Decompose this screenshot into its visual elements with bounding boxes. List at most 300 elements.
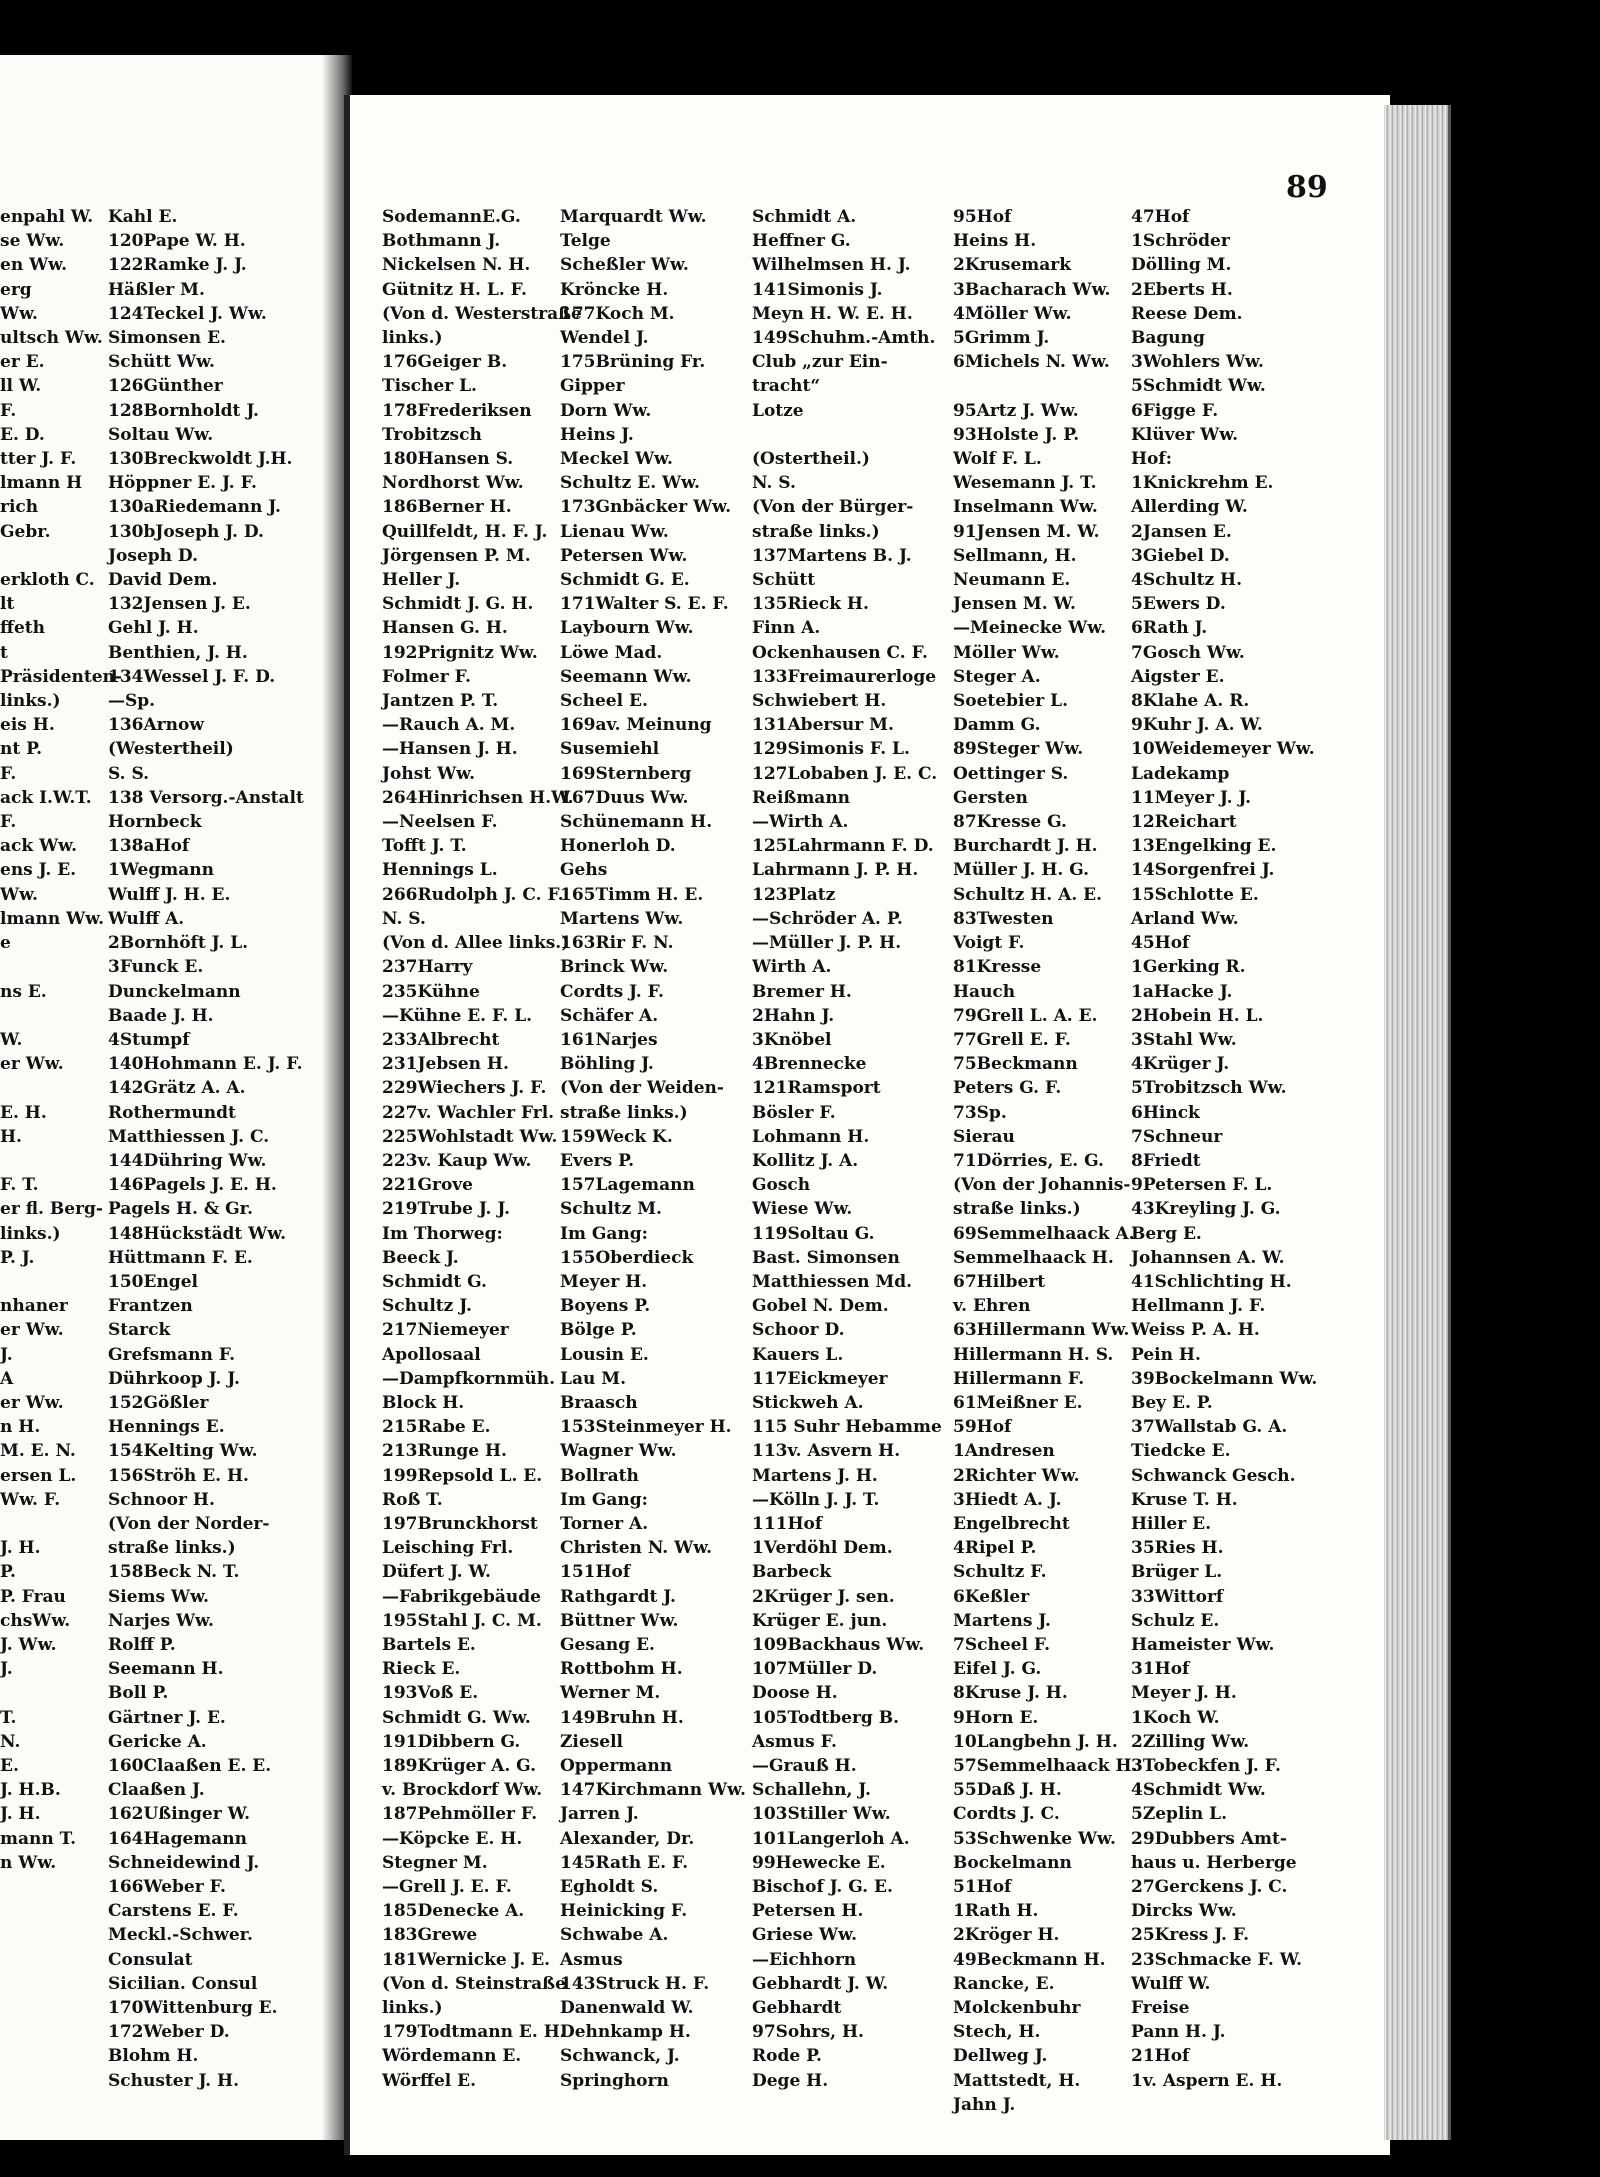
directory-entry: 45Hof: [1131, 933, 1190, 954]
directory-entry: 4Schmidt Ww.: [1131, 1780, 1266, 1801]
directory-entry: [0, 1681, 100, 1705]
directory-entry: Werner M.: [560, 1683, 661, 1704]
directory-entry: 5Grimm J.: [953, 328, 1050, 349]
directory-entry: Gobel N. Dem.: [752, 1296, 889, 1317]
directory-entry: 163Rir F. N.: [560, 933, 674, 954]
directory-entry: 71Dörries, E. G.: [953, 1150, 1104, 1171]
directory-entry: 4Schultz H.: [1131, 570, 1243, 591]
directory-entry: 2Zilling Ww.: [1131, 1731, 1250, 1752]
directory-entry: 151Hof: [560, 1562, 631, 1583]
directory-entry: ll W.: [0, 376, 42, 397]
directory-entry: 142Grätz A. A.: [108, 1078, 246, 1099]
directory-entry: Rottbohm H.: [560, 1659, 683, 1680]
directory-entry: —Hansen J. H.: [382, 739, 518, 760]
directory-entry: Bremer H.: [752, 981, 852, 1002]
directory-entry: 140Hohmann E. J. F.: [108, 1054, 303, 1075]
directory-entry: Bölge P.: [560, 1320, 637, 1341]
directory-entry: 158Beck N. T.: [108, 1562, 240, 1583]
directory-entry: Hauch: [953, 981, 1016, 1002]
directory-entry: 136Arnow: [108, 715, 204, 736]
directory-entry: lt: [0, 594, 15, 615]
directory-entry: links.): [0, 1223, 61, 1244]
directory-entry: 51Hof: [953, 1877, 1012, 1898]
directory-entry: Lotze: [752, 400, 804, 421]
directory-entry: Lahrmann J. P. H.: [752, 860, 919, 881]
directory-entry: Starck: [108, 1320, 171, 1341]
directory-entry: (Von d. Steinstraße: [382, 1973, 566, 1994]
directory-entry: Im Thorweg:: [382, 1223, 503, 1244]
directory-entry: Scheel E.: [560, 691, 648, 712]
directory-entry: Gehl J. H.: [108, 618, 199, 639]
directory-entry: Rolff P.: [108, 1634, 176, 1655]
directory-entry: Asmus: [560, 1949, 623, 1970]
directory-entry: 11Meyer J. J.: [1131, 787, 1252, 808]
directory-entry: 95Hof: [953, 207, 1012, 227]
directory-entry: Hof:: [1131, 449, 1172, 470]
directory-entry: 9Petersen F. L.: [1131, 1175, 1273, 1196]
directory-entry: 73Sp.: [953, 1102, 1007, 1123]
directory-entry: J.: [0, 1344, 13, 1365]
directory-entry: 101Langerloh A.: [752, 1828, 910, 1849]
directory-entry: [0, 1076, 100, 1100]
directory-entry: 177Koch M.: [560, 303, 675, 324]
directory-entry: 170Wittenburg E.: [108, 1998, 278, 2019]
directory-entry: F.: [0, 812, 17, 833]
directory-entry: ack I.W.T.: [0, 787, 92, 808]
directory-entry: Pein H.: [1131, 1344, 1201, 1365]
directory-entry: Beeck J.: [382, 1247, 459, 1268]
directory-entry: 153Steinmeyer H.: [560, 1417, 732, 1438]
directory-entry: 161Narjes: [560, 1029, 658, 1050]
directory-entry: 5Ewers D.: [1131, 594, 1226, 615]
directory-entry: 131Abersur M.: [752, 715, 894, 736]
directory-entry: Meckel Ww.: [560, 449, 673, 470]
directory-entry: Ziesell: [560, 1731, 623, 1752]
directory-entry: 6Hinck: [1131, 1102, 1200, 1123]
directory-entry: er Ww.: [0, 1054, 64, 1075]
directory-entry: [0, 1512, 100, 1536]
directory-entry: Folmer F.: [382, 666, 471, 687]
directory-entry: 8Klahe A. R.: [1131, 691, 1250, 712]
directory-entry: Sierau: [953, 1126, 1015, 1147]
directory-entry: 167Duus Ww.: [560, 787, 689, 808]
directory-entry: Springhorn: [560, 2070, 669, 2091]
directory-entry: 129Simonis F. L.: [752, 739, 910, 760]
directory-entry: er Ww.: [0, 1320, 64, 1341]
directory-entry: Meyer H.: [560, 1271, 648, 1292]
directory-entry: Bast. Simonsen: [752, 1247, 900, 1268]
directory-entry: Johst Ww.: [382, 763, 476, 784]
directory-entry: ns E.: [0, 981, 47, 1002]
directory-entry: 146Pagels J. E. H.: [108, 1175, 277, 1196]
directory-entry: Hillermann F.: [953, 1368, 1085, 1389]
directory-entry: Wulff A.: [108, 908, 185, 929]
directory-entry: Honerloh D.: [560, 836, 676, 857]
directory-entry: links.): [382, 1998, 443, 2019]
directory-entry: 113v. Asvern H.: [752, 1441, 901, 1462]
directory-entry: t: [0, 642, 8, 663]
directory-entry: 169av. Meinung: [560, 715, 712, 736]
directory-entry: 199Repsold L. E.: [382, 1465, 543, 1486]
directory-entry: 97Sohrs, H.: [752, 2022, 864, 2043]
directory-entry: Jarren J.: [560, 1804, 639, 1825]
directory-entry: Gärtner J. E.: [108, 1707, 226, 1728]
directory-entry: Damm G.: [953, 715, 1041, 736]
directory-entry: Wilhelmsen H. J.: [752, 255, 911, 276]
directory-entry: Inselmann Ww.: [953, 497, 1098, 518]
directory-entry: Ockenhausen C. F.: [752, 642, 928, 663]
directory-entry: 119Soltau G.: [752, 1223, 875, 1244]
directory-entry: Bey E. P.: [1131, 1392, 1213, 1413]
directory-entry: ersen L.: [0, 1465, 77, 1486]
directory-entry: nhaner: [0, 1296, 68, 1317]
directory-entry: 171Walter S. E. F.: [560, 594, 729, 615]
directory-entry: Siems Ww.: [108, 1586, 209, 1607]
directory-entry: Bagung: [1131, 328, 1205, 349]
directory-entry: 23Schmacke F. W.: [1131, 1949, 1303, 1970]
directory-entry: N. S.: [382, 908, 426, 929]
directory-entry: Johannsen A. W.: [1131, 1247, 1285, 1268]
directory-entry: 2Eberts H.: [1131, 279, 1233, 300]
directory-entry: Petersen H.: [752, 1901, 864, 1922]
directory-entry: 7Schneur: [1131, 1126, 1223, 1147]
directory-entry: Schütt: [752, 570, 816, 591]
directory-entry: 229Wiechers J. F.: [382, 1078, 547, 1099]
directory-entry: 213Runge H.: [382, 1441, 507, 1462]
directory-entry: 89Steger Ww.: [953, 739, 1084, 760]
directory-entry: eis H.: [0, 715, 55, 736]
directory-entry: —Eichhorn: [752, 1949, 857, 1970]
directory-entry: P. Frau: [0, 1586, 66, 1607]
directory-entry: 61Meißner E.: [953, 1392, 1083, 1413]
directory-entry: Schultz H. A. E.: [953, 884, 1103, 905]
directory-entry: Brinck Ww.: [560, 957, 669, 978]
directory-entry: E. H.: [0, 1102, 47, 1123]
directory-entry: 83Twesten: [953, 908, 1054, 929]
directory-entry: 75Beckmann: [953, 1054, 1078, 1075]
directory-entry: 219Trube J. J.: [382, 1199, 511, 1220]
directory-entry: n H.: [0, 1417, 41, 1438]
directory-entry: Club „zur Ein-: [752, 352, 888, 373]
directory-entry: 165Timm H. E.: [560, 884, 704, 905]
directory-entry: Laybourn Ww.: [560, 618, 694, 639]
directory-entry: Matthiessen Md.: [752, 1271, 913, 1292]
directory-entry: Dellweg J.: [953, 2046, 1048, 2067]
directory-entry: Rothermundt: [108, 1102, 236, 1123]
directory-entry: Hillermann H. S.: [953, 1344, 1114, 1365]
directory-entry: 1Andresen: [953, 1441, 1055, 1462]
directory-entry: Lohmann H.: [752, 1126, 870, 1147]
directory-entry: 195Stahl J. C. M.: [382, 1610, 542, 1631]
directory-entry: Mattstedt, H.: [953, 2070, 1081, 2091]
directory-entry: Schmidt G. Ww.: [382, 1707, 531, 1728]
directory-entry: P.: [0, 1562, 16, 1583]
directory-entry: Meyer J. H.: [1131, 1683, 1237, 1704]
directory-entry: Präsidenten-: [0, 666, 122, 687]
directory-entry: 10Langbehn J. H.: [953, 1731, 1118, 1752]
directory-entry: 120Pape W. H.: [108, 231, 246, 252]
directory-entry: —Schröder A. P.: [752, 908, 903, 929]
directory-entry: Gebhardt: [752, 1998, 842, 2019]
directory-entry: Dunckelmann: [108, 981, 241, 1002]
directory-entry: Seemann Ww.: [560, 666, 692, 687]
directory-entry: Lau M.: [560, 1368, 626, 1389]
directory-entry: 6Rath J.: [1131, 618, 1208, 639]
directory-entry: H.: [0, 1126, 22, 1147]
directory-entry: 63Hillermann Ww.: [953, 1320, 1130, 1341]
directory-entry: Wulff J. H. E.: [108, 884, 231, 905]
directory-entry: Berg E.: [1131, 1223, 1202, 1244]
directory-entry: —Meinecke Ww.: [953, 618, 1107, 639]
directory-entry: erg: [0, 279, 32, 300]
directory-entry: Dege H.: [752, 2070, 829, 2091]
directory-entry: Doose H.: [752, 1683, 838, 1704]
directory-entry: Leisching Frl.: [382, 1538, 514, 1559]
directory-entry: 175Brüning Fr.: [560, 352, 706, 373]
directory-entry: Joseph D.: [108, 545, 198, 566]
directory-entry: E. D.: [0, 424, 45, 445]
directory-entry: 1Koch W.: [1131, 1707, 1220, 1728]
page-edges: [1384, 105, 1451, 2140]
directory-entry: —Kühne E. F. L.: [382, 1005, 533, 1026]
directory-entry: Freise: [1131, 1998, 1190, 2019]
directory-entry: 154Kelting Ww.: [108, 1441, 258, 1462]
directory-entry: Heins J.: [560, 424, 634, 445]
directory-entry: Eifel J. G.: [953, 1659, 1042, 1680]
directory-entry: Blohm H.: [108, 2046, 199, 2067]
directory-entry: 53Schwenke Ww.: [953, 1828, 1116, 1849]
directory-entry: 103Stiller Ww.: [752, 1804, 891, 1825]
directory-entry: Reese Dem.: [1131, 303, 1243, 324]
directory-entry: Engelbrecht: [953, 1513, 1070, 1534]
directory-entry: Klüver Ww.: [1131, 424, 1239, 445]
directory-entry: Wesemann J. T.: [953, 473, 1097, 494]
directory-entry: Alexander, Dr.: [560, 1828, 695, 1849]
directory-entry: N. S.: [752, 473, 796, 494]
directory-entry: 117Eickmeyer: [752, 1368, 888, 1389]
directory-entry: Heins H.: [953, 231, 1037, 252]
directory-entry: Bollrath: [560, 1465, 639, 1486]
directory-entry: Schultz J.: [382, 1296, 472, 1317]
directory-entry: 1v. Aspern E. H.: [1131, 2070, 1283, 2091]
directory-entry: Gersten: [953, 787, 1028, 808]
directory-entry: [0, 1149, 100, 1173]
directory-entry: Gipper: [560, 376, 625, 397]
directory-entry: 157Lagemann: [560, 1175, 695, 1196]
directory-entry: 155Oberdieck: [560, 1247, 694, 1268]
directory-entry: 193Voß E.: [382, 1683, 479, 1704]
directory-entry: —Grell J. E. F.: [382, 1877, 512, 1898]
directory-entry: Heinicking F.: [560, 1901, 688, 1922]
directory-entry: Ww.: [0, 884, 38, 905]
directory-entry: Molckenbuhr: [953, 1998, 1081, 2019]
directory-column-1: [382, 205, 582, 2093]
directory-entry: 130bJoseph J. D.: [108, 521, 264, 542]
directory-entry: 3Tobeckfen J. F.: [1131, 1756, 1281, 1776]
directory-entry: Schmidt G.: [382, 1271, 487, 1292]
directory-entry: 180Hansen S.: [382, 449, 514, 470]
directory-entry: 31Hof: [1131, 1659, 1190, 1680]
directory-entry: 69Semmelhaack A.: [953, 1223, 1135, 1244]
directory-entry: Seemann H.: [108, 1659, 224, 1680]
directory-entry: Wörffel E.: [382, 2070, 477, 2091]
directory-entry: Petersen Ww.: [560, 545, 688, 566]
directory-entry: 128Bornholdt J.: [108, 400, 259, 421]
directory-entry: 160Claaßen E. E.: [108, 1756, 272, 1776]
directory-entry: Voigt F.: [953, 933, 1025, 954]
directory-entry: 237Harry: [382, 957, 473, 978]
directory-entry: 87Kresse G.: [953, 812, 1067, 833]
directory-entry: Bockelmann: [953, 1852, 1072, 1873]
directory-entry: 77Grell E. F.: [953, 1029, 1071, 1050]
directory-entry: Boyens P.: [560, 1296, 651, 1317]
directory-entry: Quillfeldt, H. F. J.: [382, 521, 548, 542]
directory-entry: Hellmann J. F.: [1131, 1296, 1266, 1317]
directory-entry: Evers P.: [560, 1150, 634, 1171]
directory-entry: Cordts J. F.: [560, 981, 664, 1002]
directory-entry: Martens J.: [953, 1610, 1051, 1631]
directory-entry: (Von der Norder-: [108, 1513, 270, 1534]
directory-entry: Lousin E.: [560, 1344, 649, 1365]
directory-column-5: [1131, 205, 1318, 2093]
directory-entry: 29Dubbers Amt-: [1131, 1828, 1287, 1849]
directory-entry: Jensen M. W.: [953, 594, 1076, 615]
directory-entry: David Dem.: [108, 570, 218, 591]
directory-entry: Wiese Ww.: [752, 1199, 853, 1220]
directory-entry: Gericke A.: [108, 1731, 207, 1752]
directory-entry: Telge: [560, 231, 611, 252]
directory-entry: 189Krüger A. G.: [382, 1756, 537, 1776]
directory-entry: Asmus F.: [752, 1731, 837, 1752]
directory-entry: 8Kruse J. H.: [953, 1683, 1068, 1704]
directory-entry: Gesang E.: [560, 1634, 655, 1655]
directory-entry: (Ostertheil.): [752, 449, 870, 470]
directory-entry: Benthien, J. H.: [108, 642, 248, 663]
page-number: 89: [1286, 170, 1328, 205]
directory-entry: Brüger L.: [1131, 1562, 1223, 1583]
directory-entry: 5Trobitzsch Ww.: [1131, 1078, 1287, 1099]
directory-entry: (Von d. Allee links.): [382, 933, 570, 954]
directory-entry: 49Beckmann H.: [953, 1949, 1106, 1970]
directory-entry: Düfert J. W.: [382, 1562, 491, 1583]
directory-entry: Rode P.: [752, 2046, 822, 2067]
directory-entry: 107Müller D.: [752, 1659, 878, 1680]
directory-entry: 105Todtberg B.: [752, 1707, 900, 1728]
directory-entry: 3Knöbel: [752, 1029, 832, 1050]
directory-entry: F.: [0, 763, 17, 784]
directory-entry: Scheßler Ww.: [560, 255, 689, 276]
directory-entry: 4Stumpf: [108, 1029, 190, 1050]
directory-entry: 172Weber D.: [108, 2022, 230, 2043]
directory-entry: P. J.: [0, 1247, 35, 1268]
directory-entry: S. S.: [108, 763, 150, 784]
directory-entry: (Von der Johannis-: [953, 1175, 1131, 1196]
directory-entry: J. Ww.: [0, 1634, 57, 1655]
directory-entry: Soltau Ww.: [108, 424, 214, 445]
directory-entry: 10Weidemeyer Ww.: [1131, 739, 1315, 760]
directory-entry: —Fabrikgebäude: [382, 1586, 541, 1607]
directory-entry: 149Schuhm.-Amth.: [752, 328, 936, 349]
directory-entry: —Müller J. P. H.: [752, 933, 902, 954]
directory-entry: Böhling J.: [560, 1054, 654, 1075]
directory-entry: nt P.: [0, 739, 43, 760]
directory-entry: Schoor D.: [752, 1320, 845, 1341]
directory-entry: er Ww.: [0, 1392, 64, 1413]
directory-entry: Trobitzsch: [382, 424, 482, 445]
directory-entry: Torner A.: [560, 1513, 649, 1534]
directory-entry: Martens Ww.: [560, 908, 684, 929]
directory-entry: Dührkoop J. J.: [108, 1368, 240, 1389]
directory-entry: J. H.: [0, 1538, 41, 1559]
directory-entry: ack Ww.: [0, 836, 77, 857]
directory-entry: enpahl W.: [0, 207, 94, 227]
directory-entry: Stickweh A.: [752, 1392, 864, 1413]
directory-entry: Dorn Ww.: [560, 400, 652, 421]
directory-entry: Möller Ww.: [953, 642, 1060, 663]
directory-entry: Wulff W.: [1131, 1973, 1211, 1994]
directory-entry: Hüttmann F. E.: [108, 1247, 253, 1268]
directory-entry: Boll P.: [108, 1683, 169, 1704]
directory-entry: 3Hiedt A. J.: [953, 1489, 1062, 1510]
directory-entry: Simonsen E.: [108, 328, 226, 349]
directory-entry: 192Prignitz Ww.: [382, 642, 538, 663]
directory-entry: 122Ramke J. J.: [108, 255, 247, 276]
directory-entry: 150Engel: [108, 1271, 198, 1292]
directory-entry: 1Wegmann: [108, 860, 214, 881]
directory-entry: Pann H. J.: [1131, 2022, 1226, 2043]
directory-entry: Stegner M.: [382, 1852, 488, 1873]
directory-entry: Hornbeck: [108, 812, 202, 833]
directory-entry: 233Albrecht: [382, 1029, 500, 1050]
directory-entry: Ww.: [0, 303, 38, 324]
directory-entry: 3Funck E.: [108, 957, 204, 978]
directory-entry: —Wirth A.: [752, 812, 849, 833]
directory-entry: 191Dibbern G.: [382, 1731, 521, 1752]
directory-entry: 179Todtmann E. H.: [382, 2022, 566, 2043]
directory-entry: F.: [0, 400, 17, 421]
directory-entry: (Von der Weiden-: [560, 1078, 724, 1099]
directory-entry: Büttner Ww.: [560, 1610, 679, 1631]
directory-entry: lmann Ww.: [0, 908, 105, 929]
directory-entry: tracht“: [752, 376, 821, 397]
directory-entry: Neumann E.: [953, 570, 1071, 591]
directory-entry: Block H.: [382, 1392, 465, 1413]
directory-entry: J. H.: [0, 1804, 41, 1825]
directory-entry: 9Horn E.: [953, 1707, 1039, 1728]
directory-entry: 8Friedt: [1131, 1150, 1201, 1171]
directory-entry: Wolf F. L.: [953, 449, 1042, 470]
directory-entry: 138 Versorg.-Anstalt: [108, 787, 304, 808]
directory-entry: Schwiebert H.: [752, 691, 887, 712]
directory-entry: 79Grell L. A. E.: [953, 1005, 1098, 1026]
directory-entry: 134Wessel J. F. D.: [108, 666, 276, 687]
directory-entry: 137Martens B. J.: [752, 545, 912, 566]
directory-entry: Barbeck: [752, 1562, 832, 1583]
directory-entry: Schultz M.: [560, 1199, 662, 1220]
directory-entry: M. E. N.: [0, 1441, 76, 1462]
directory-entry: tter J. F.: [0, 449, 77, 470]
directory-entry: erkloth C.: [0, 570, 95, 591]
directory-entry: Jantzen P. T.: [382, 691, 499, 712]
directory-entry: 187Pehmöller F.: [382, 1804, 538, 1825]
directory-entry: 1aHacke J.: [1131, 981, 1233, 1002]
directory-entry: Oettinger S.: [953, 763, 1069, 784]
directory-entry: 111Hof: [752, 1513, 823, 1534]
directory-entry: Arland Ww.: [1131, 908, 1239, 929]
directory-entry: Oppermann: [560, 1756, 673, 1776]
directory-entry: 186Berner H.: [382, 497, 512, 518]
directory-entry: n Ww.: [0, 1852, 57, 1873]
